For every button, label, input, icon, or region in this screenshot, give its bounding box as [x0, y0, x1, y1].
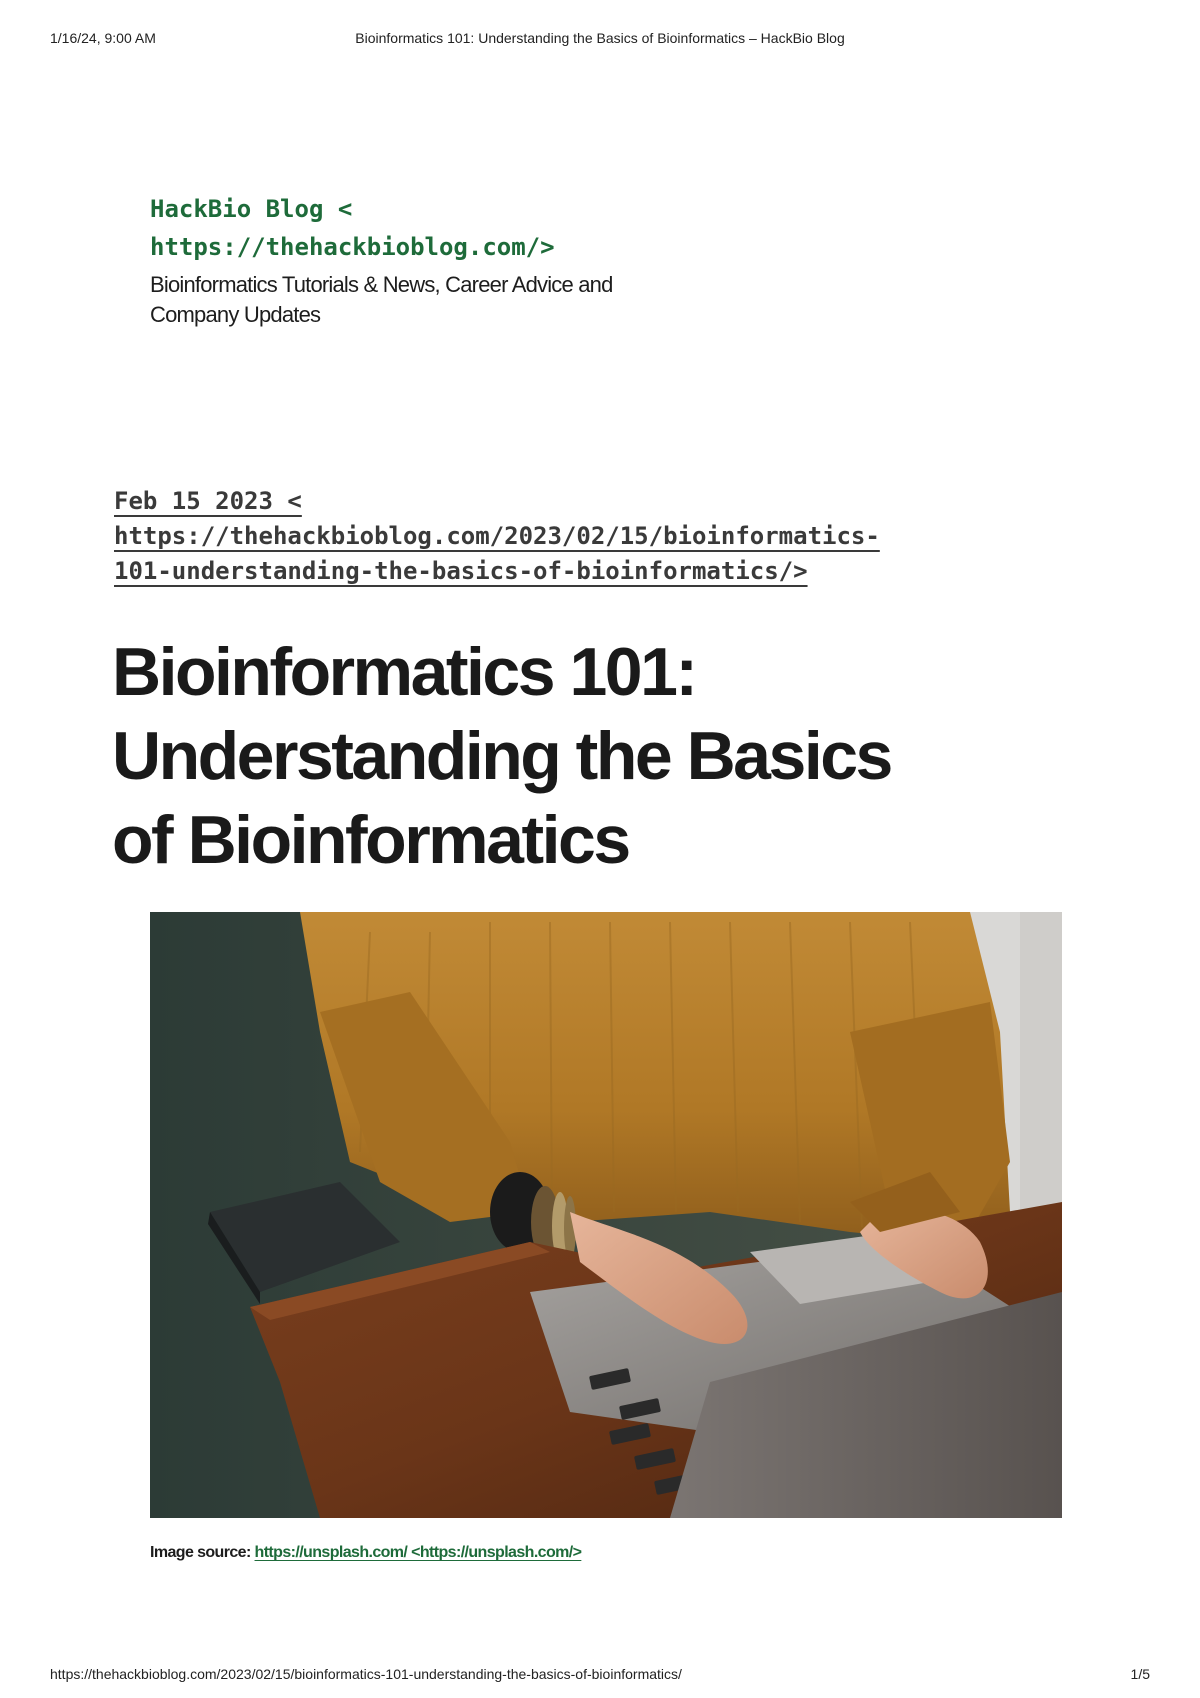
site-title-line2: https://thehackbioblog.com/> — [150, 233, 555, 261]
featured-image — [150, 912, 1062, 1518]
print-page-title: Bioinformatics 101: Understanding the Basics of Bioinformatics – HackBio Blog — [355, 30, 845, 46]
site-tagline-line2: Company Updates — [150, 302, 321, 327]
print-footer — [50, 1666, 1150, 1686]
post-date-line1: Feb 15 2023 < — [114, 487, 302, 515]
print-footer-url: https://thehackbioblog.com/2023/02/15/bioinformatics-101-understanding-the-basics-of-bioinformatics/ — [50, 1666, 682, 1682]
post-date-line3: 101-understanding-the-basics-of-bioinformatics/> — [114, 557, 808, 585]
site-tagline — [150, 270, 770, 330]
post-date-line2: https://thehackbioblog.com/2023/02/15/bioinformatics- — [114, 522, 880, 550]
post-meta — [114, 484, 1014, 589]
print-date: 1/16/24, 9:00 AM — [50, 30, 156, 46]
post-date-link[interactable] — [114, 484, 1014, 589]
site-title-link[interactable] — [150, 190, 770, 266]
site-tagline-line1: Bioinformatics Tutorials & News, Career Advice and — [150, 272, 613, 297]
featured-image-illustration — [150, 912, 1062, 1518]
image-caption-label: Image source: — [150, 1544, 255, 1561]
print-header — [50, 30, 1150, 50]
post-title — [112, 630, 1072, 882]
image-source-link[interactable]: https://unsplash.com/ <https://unsplash.com/> — [254, 1544, 582, 1561]
image-caption — [150, 1544, 581, 1562]
site-header — [150, 190, 770, 330]
site-title-line1: HackBio Blog < — [150, 195, 353, 223]
post-title-line1: Bioinformatics 101: — [112, 634, 696, 710]
post-title-line2: Understanding the Basics — [112, 718, 891, 794]
print-page-number: 1/5 — [1130, 1666, 1150, 1682]
post-title-line3: of Bioinformatics — [112, 802, 629, 878]
